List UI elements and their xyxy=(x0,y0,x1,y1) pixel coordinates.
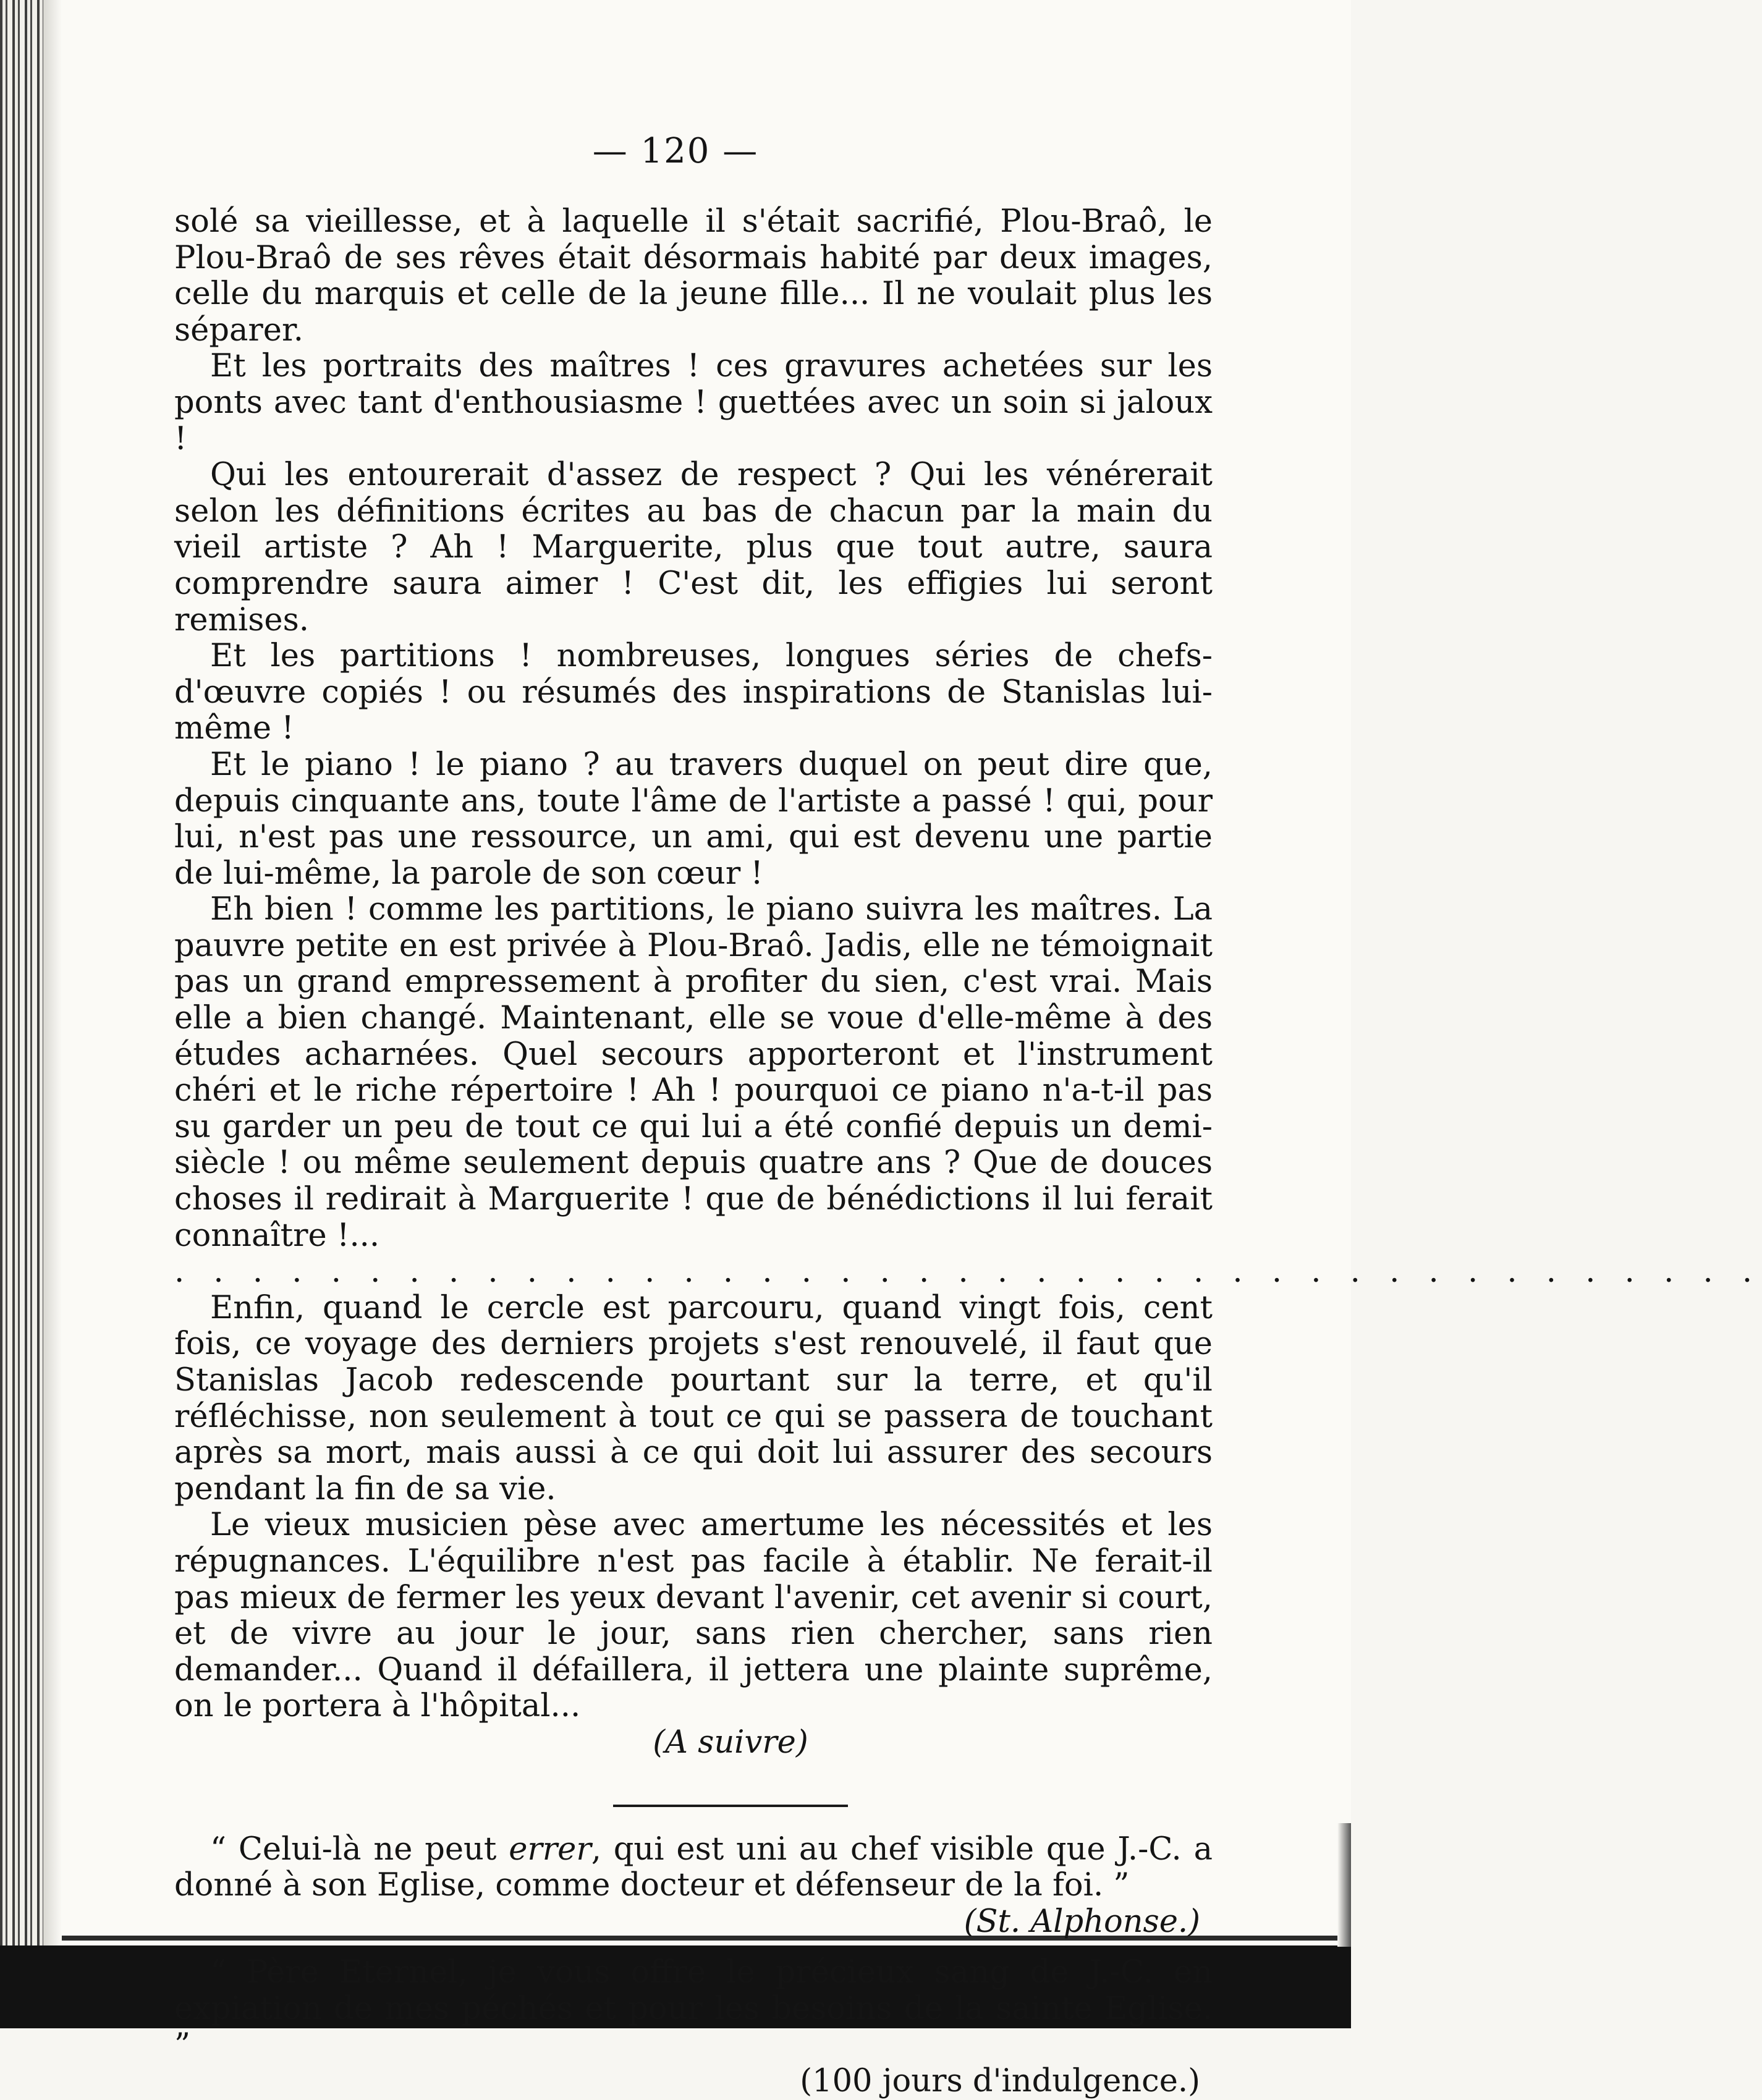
dotted-separator: . . . . . . . . . . . . . . . . . . . . . . . . . . . . . . . . . . . . . . . . . xyxy=(174,1253,1762,1290)
paragraph: Et les partitions ! nombreuses, longues séries de chefs-d'œuvre copiés ! ou résumés des inspirations de Stanislas lui-même ! xyxy=(174,638,1213,747)
binding-shadow xyxy=(43,0,62,2028)
paragraph: Et le piano ! le piano ? au travers duquel on peut dire que, depuis cinquante ans, toute l'âme de l'artiste a passé ! qui, pour lui, n'est pas une ressource, un ami, qui est devenu une partie de lui-même, la parole de son cœur ! xyxy=(174,746,1213,892)
spacer xyxy=(174,1940,1213,1955)
quote-attribution: (St. Alphonse.) xyxy=(964,1903,1200,1940)
page-number: — 120 — xyxy=(592,131,759,171)
to-be-continued: (A suivre) xyxy=(653,1724,808,1761)
quote-text: “ Celui-là ne peut xyxy=(210,1831,509,1868)
paragraph: Enfin, quand le cercle est parcouru, quand vingt fois, cent fois, ce voyage des derniers projets s'est renouvelé, il faut que Stanislas Jacob redescende pourtant sur la terre, et qu'il réfléchisse, non seulement à tout ce qui se passera de touchant après sa mort, mais aussi à ce qui doit lui assurer des secours pendant la fin de sa vie. xyxy=(174,1289,1213,1507)
paragraph: solé sa vieillesse, et à laquelle il s'était sacrifié, Plou-Braô, le Plou-Braô de ses rêves était désormais habité par deux images, celle du marquis et celle de la jeune fille... Il ne voulait plus les séparer. xyxy=(174,203,1213,349)
quote-text: , qui est uni au chef visible que J.-C. a donné à son Eglise, comme docteur et défenseur de la foi. ” xyxy=(174,1831,1213,1904)
paragraph: Le vieux musicien pèse avec amertume les nécessités et les répugnances. L'équilibre n'est pas facile à établir. Ne ferait-il pas mieux de fermer les yeux devant l'avenir, cet avenir si court, et de vivre au jour le jour, sans rien chercher, sans rien demander... Quand il défaillera, il jettera une plainte suprême, on le portera à l'hôpital... xyxy=(174,1507,1213,1725)
section-rule xyxy=(613,1805,848,1807)
quote-attribution: (100 jours d'indulgence.) xyxy=(800,2063,1200,2100)
scan-right-edge xyxy=(1337,1823,1351,1947)
quote-emphasis: errer xyxy=(509,1831,591,1868)
quote-text: “ Père Eternel, je vous offre le précieux sang de J.-C. en expiation de mes péchés et pour les besoins de la sainte Eglise. ” xyxy=(174,1954,1213,2064)
paragraph: Eh bien ! comme les partitions, le piano suivra les maîtres. La pauvre petite en est privée à Plou-Braô. Jadis, elle ne témoignait pas un grand empressement à profiter du sien, c'est vrai. Mais elle a bien changé. Maintenant, elle se voue d'elle-même à des études acharnées. Quel secours apporteront et l'instrument chéri et le riche répertoire ! Ah ! pourquoi ce piano n'a-t-il pas su garder un peu de tout ce qui lui a été confié depuis un demi-siècle ! ou même seulement depuis quatre ans ? Que de douces choses il redirait à Marguerite ! que de bénédictions il lui ferait connaître !... xyxy=(174,891,1213,1254)
quote xyxy=(174,1955,1213,2064)
paragraph: Qui les entourerait d'assez de respect ? Qui les vénérerait selon les définitions écrites au bas de chacun par la main du vieil artiste ? Ah ! Marguerite, plus que tout autre, saura comprendre saura aimer ! C'est dit, les effigies lui seront remises. xyxy=(174,457,1213,638)
binding-gutter xyxy=(0,0,43,2028)
body-text xyxy=(174,203,1762,2100)
paragraph: Et les portraits des maîtres ! ces gravures achetées sur les ponts avec tant d'enthousiasme ! guettées avec un soin si jaloux ! xyxy=(174,348,1213,457)
quote xyxy=(174,1832,1213,1904)
